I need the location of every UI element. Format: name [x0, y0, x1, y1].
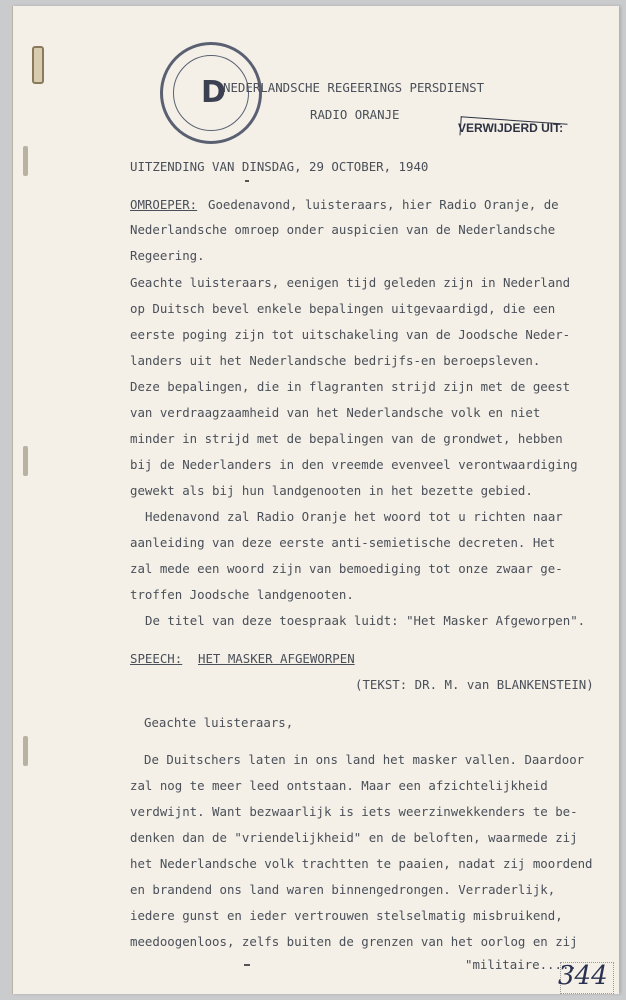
speech-title: HET MASKER AFGEWORPEN [198, 651, 355, 666]
announcer-line: Nederlandsche omroep onder auspicien van de Nederlandsche [130, 222, 556, 237]
announcer-line: aanleiding van deze eerste anti-semietische decreten. Het [130, 535, 556, 550]
announcer-line: gewekt als bij hun landgenooten in het bezette gebied. [130, 483, 533, 498]
announcer-line: Geachte luisteraars, eenigen tijd geleden zijn in Nederland [130, 275, 571, 290]
document-page [12, 6, 619, 994]
announcer-line: Goedenavond, luisteraars, hier Radio Oranje, de [208, 197, 559, 212]
punch-mark [23, 736, 28, 766]
announcer-line: eerste poging zijn tot uitschakeling van de Joodsche Neder- [130, 327, 571, 342]
announcer-line: Deze bepalingen, die in flagranten strijd zijn met de geest [130, 379, 571, 394]
speech-line: en brandend ons land waren binnengedrongen. Verraderlijk, [130, 882, 556, 897]
announcer-line: zal mede een woord zijn van bemoediging tot onze zwaar ge- [130, 561, 563, 576]
press-service-heading: NEDERLANDSCHE REGEERINGS PERSDIENST [223, 80, 485, 95]
announcer-line: Hedenavond zal Radio Oranje het woord tot u richten naar [145, 509, 563, 524]
announcer-line: bij de Nederlanders in den vreemde evenveel verontwaardiging [130, 457, 578, 472]
continuation-cue: "militaire..... [465, 957, 577, 972]
speech-line: denken dan de "vriendelijkheid" en de beloften, waarmede zij [130, 830, 578, 845]
announcer-label: OMROEPER: [130, 197, 198, 212]
broadcast-date-line: UITZENDING VAN DINSDAG, 29 OCTOBER, 1940 [130, 159, 429, 174]
speech-line: meedoogenloos, zelfs buiten de grenzen van het oorlog en zij [130, 934, 578, 949]
announcer-line: minder in strijd met de bepalingen van de grondwet, hebben [130, 431, 563, 446]
page-number: 344 [558, 961, 608, 991]
speech-label: SPEECH: [130, 651, 183, 666]
speech-line: De Duitschers laten in ons land het masker vallen. Daardoor [144, 752, 585, 767]
radio-oranje-heading: RADIO ORANJE [310, 107, 400, 122]
speech-author: (TEKST: DR. M. van BLANKENSTEIN) [355, 677, 594, 692]
punch-mark [23, 446, 28, 476]
ink-dot [244, 964, 250, 966]
ink-dot [245, 180, 249, 182]
speech-line: verdwijnt. Want bezwaarlijk is iets weerzinwekkenders te be- [130, 804, 578, 819]
announcer-line: Regeering. [130, 248, 205, 263]
speech-line: zal nog te meer leed ontstaan. Maar een afzichtelijkheid [130, 778, 548, 793]
announcer-line: De titel van deze toespraak luidt: "Het Masker Afgeworpen". [145, 613, 586, 628]
announcer-line: op Duitsch bevel enkele bepalingen uitgevaardigd, die een [130, 301, 556, 316]
salutation: Geachte luisteraars, [144, 715, 294, 730]
punch-mark [23, 146, 28, 176]
stamp-letter: D [201, 75, 226, 110]
announcer-line: troffen Joodsche landgenooten. [130, 587, 354, 602]
speech-line: het Nederlandsche volk trachtten te paaien, nadat zij moordend [130, 856, 593, 871]
speech-line: iedere gunst en ieder vertrouwen stelselmatig misbruikend, [130, 908, 563, 923]
announcer-line: van verdraagzaamheid van het Nederlandsche volk en niet [130, 405, 541, 420]
staple [32, 46, 44, 84]
announcer-line: landers uit het Nederlandsche bedrijfs-en beroepsleven. [130, 353, 541, 368]
removed-from-annotation: VERWIJDERD UIT: [458, 121, 564, 135]
